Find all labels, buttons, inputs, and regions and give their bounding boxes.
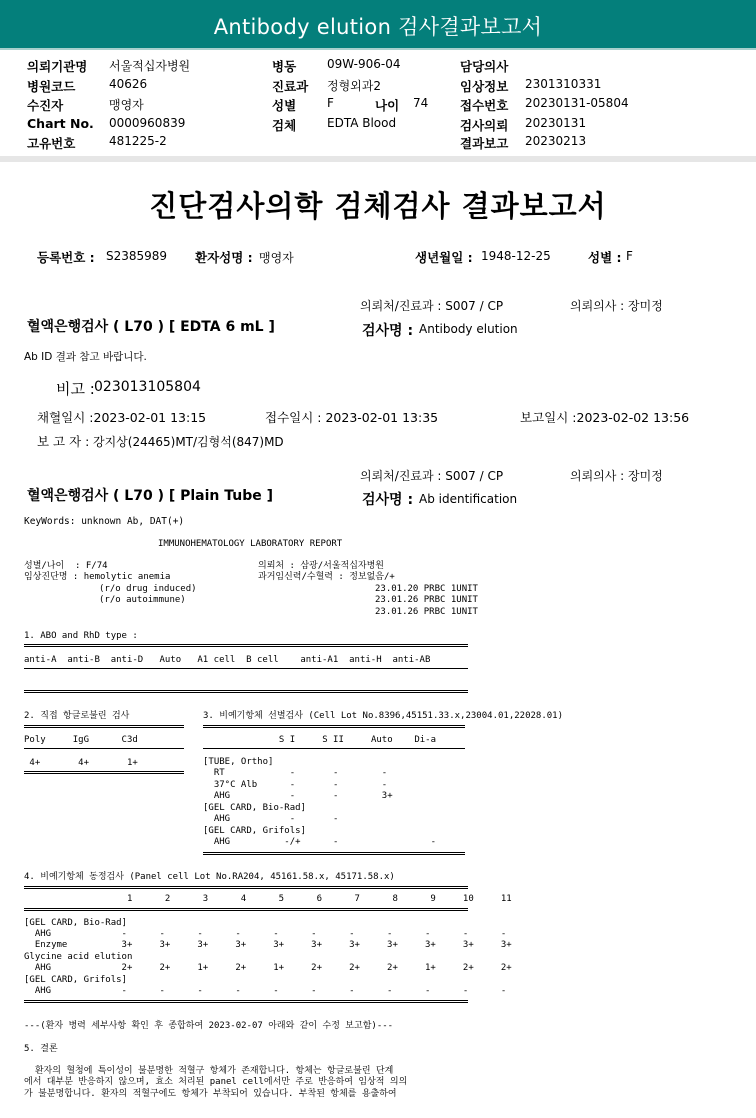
screen-row: RT - - -: [203, 768, 388, 778]
requester: 의뢰처/진료과 : S007 / CP: [360, 469, 504, 483]
panel-row: Glycine acid elution: [24, 952, 133, 962]
abo-header: anti-A anti-B anti-D Auto A1 cell B cell anti-A1 anti-H anti-AB: [24, 655, 431, 665]
panel-header: 1 2 3 4 5 6 7 8 9 10 11: [24, 894, 512, 904]
dat-values: 4+ 4+ 1+: [24, 758, 138, 768]
test-name: Antibody elution: [419, 322, 518, 336]
report-title: 진단검사의학 검체검사 결과보고서: [149, 189, 607, 223]
label-age: 나이: [375, 98, 400, 113]
value-ward: 09W-906-04: [327, 57, 401, 71]
rule: [24, 886, 468, 889]
screen-row: [GEL CARD, Bio-Rad]: [203, 803, 306, 813]
received-time: 접수일시 : 2023-02-01 13:35: [265, 410, 439, 425]
panel-row: [GEL CARD, Grifols]: [24, 975, 127, 985]
label-receipt-no: 접수번호: [460, 98, 509, 113]
value-age: 74: [413, 96, 429, 110]
transfusion-3: 23.01.26 PRBC 1UNIT: [375, 607, 478, 617]
section-divider: [0, 156, 756, 162]
collected-time: 채혈일시 :2023-02-01 13:15: [37, 410, 207, 425]
label-ward: 병동: [272, 59, 297, 74]
rule: [203, 725, 465, 728]
sex-age: 성별/나이 : F/74: [24, 561, 108, 571]
abo-title: 1. ABO and RhD type :: [24, 631, 138, 641]
section-title: 혈액은행검사 ( L70 ) [ Plain Tube ]: [27, 488, 274, 504]
requester: 의뢰처/진료과 : S007 / CP: [360, 299, 504, 313]
value-institution: 서울적십자병원: [109, 59, 191, 73]
label-attending: 담당의사: [460, 59, 509, 74]
institution: 의뢰처 : 삼광/서울적십자병원: [258, 561, 385, 571]
sex-label: 성별 :: [588, 250, 622, 265]
value-department: 정형외과2: [327, 79, 382, 93]
reg-no: S2385989: [106, 249, 168, 263]
lab-report-title: IMMUNOHEMATOLOGY LABORATORY REPORT: [158, 539, 343, 549]
label-clinical-info: 임상정보: [460, 79, 509, 94]
label-department: 진료과: [272, 79, 309, 94]
value-unique-no: 481225-2: [109, 134, 167, 148]
screen-header: S I S II Auto Di-a: [203, 735, 436, 745]
label-patient: 수진자: [27, 98, 64, 113]
panel-row: AHG 2+ 2+ 1+ 2+ 1+ 2+ 2+ 2+ 1+ 2+ 2+: [24, 963, 512, 973]
conclusion-line: 에서 대부분 반응하지 않으며, 효소 처리된 panel cell에서만 주로 반응하여 임상적 의의: [24, 1077, 408, 1087]
remark-value: 023013105804: [94, 379, 201, 395]
value-chart-no: 0000960839: [109, 116, 186, 130]
screen-row: AHG -/+ - -: [203, 837, 436, 847]
banner-title: Antibody elution 검사결과보고서: [213, 15, 543, 39]
rule: [24, 668, 468, 669]
rule: [203, 852, 465, 855]
label-request-date: 검사의뢰: [460, 118, 509, 133]
dat-header: Poly IgG C3d: [24, 735, 138, 745]
revision-note: ---(환자 병력 세부사항 확인 후 종합하여 2023-02-07 아래와 같이 수정 보고함)---: [24, 1021, 394, 1031]
screen-title: 3. 비예기항체 선별검사 (Cell Lot No.8396,45151.33.x,23004.01,22028.01): [203, 711, 564, 721]
dob: 1948-12-25: [481, 249, 551, 263]
label-unique-no: 고유번호: [27, 136, 76, 151]
conclusion-line: 가 불분명합니다. 환자의 적혈구에도 항체가 부착되어 있습니다. 부착된 항체를 용출하여: [24, 1089, 397, 1099]
panel-row: [GEL CARD, Bio-Rad]: [24, 918, 127, 928]
reported-time: 보고일시 :2023-02-02 13:56: [520, 410, 690, 425]
test-name-label: 검사명 :: [362, 323, 414, 339]
screen-row: AHG - -: [203, 814, 339, 824]
diagnosis-2: (r/o drug induced): [99, 584, 197, 594]
transfusion-1: 23.01.20 PRBC 1UNIT: [375, 584, 478, 594]
diagnosis-3: (r/o autoimmune): [99, 595, 186, 605]
label-chart-no: Chart No.: [27, 116, 94, 131]
screen-row: [GEL CARD, Grifols]: [203, 826, 306, 836]
label-institution: 의뢰기관명: [27, 59, 88, 74]
report-banner: [0, 0, 756, 50]
value-specimen: EDTA Blood: [327, 116, 397, 130]
section-title: 혈액은행검사 ( L70 ) [ EDTA 6 mL ]: [27, 319, 275, 335]
screen-row: [TUBE, Ortho]: [203, 757, 274, 767]
dob-label: 생년월일 :: [415, 250, 473, 265]
panel-row: AHG - - - - - - - - - - -: [24, 986, 507, 996]
reg-no-label: 등록번호 :: [37, 250, 95, 265]
value-patient: 맹영자: [109, 98, 144, 112]
value-receipt-no: 20230131-05804: [525, 96, 629, 110]
label-result-date: 결과보고: [460, 136, 509, 151]
screen-row: AHG - - 3+: [203, 791, 393, 801]
panel-row: Enzyme 3+ 3+ 3+ 3+ 3+ 3+ 3+ 3+ 3+ 3+ 3+: [24, 940, 512, 950]
panel-row: AHG - - - - - - - - - - -: [24, 929, 507, 939]
label-sex: 성별: [272, 98, 297, 113]
rule: [24, 1000, 468, 1003]
sex: F: [626, 249, 633, 263]
rule: [24, 748, 184, 749]
test-name-label: 검사명 :: [362, 492, 414, 508]
screen-row: 37°C Alb - - -: [203, 780, 388, 790]
rule: [24, 725, 184, 728]
transfusion-2: 23.01.26 PRBC 1UNIT: [375, 595, 478, 605]
label-hospital-code: 병원코드: [27, 79, 76, 94]
dat-title: 2. 직접 항글로불린 검사: [24, 711, 130, 721]
value-hospital-code: 40626: [109, 77, 148, 91]
rule: [24, 771, 184, 774]
history: 과거임신력/수혈력 : 정보없음/+: [258, 572, 395, 582]
patient-name: 맹영자: [259, 251, 294, 265]
name-label: 환자성명 :: [195, 250, 253, 265]
rule: [24, 644, 468, 647]
reporter: 강지상(24465)MT/김형석(847)MD: [93, 435, 284, 449]
value-result-date: 20230213: [525, 134, 587, 148]
value-sex: F: [327, 96, 334, 110]
rule: [24, 908, 468, 911]
test-name: Ab identification: [419, 492, 518, 506]
requesting-doctor: 의뢰의사 : 장미정: [570, 299, 663, 313]
label-specimen: 검체: [272, 118, 297, 133]
reporter-label: 보 고 자 :: [37, 434, 90, 449]
keywords: KeyWords: unknown Ab, DAT(+): [24, 516, 185, 527]
value-request-date: 20230131: [525, 116, 587, 130]
value-clinical-info: 2301310331: [525, 77, 602, 91]
diagnosis: 임상진단명 : hemolytic anemia: [24, 572, 171, 582]
panel-title: 4. 비예기항체 동정검사 (Panel cell Lot No.RA204, 45161.58.x, 45171.58.x): [24, 872, 395, 882]
rule: [24, 690, 468, 693]
remark-label: 비고 :: [56, 380, 95, 398]
result-note: Ab ID 결과 참고 바랍니다.: [24, 351, 147, 363]
requesting-doctor: 의뢰의사 : 장미정: [570, 469, 663, 483]
conclusion-title: 5. 결론: [24, 1044, 58, 1054]
rule: [203, 748, 465, 749]
conclusion-line: 환자의 혈청에 특이성이 불분명한 적혈구 항체가 존재합니다. 항체는 항글로불린 단계: [24, 1066, 394, 1076]
